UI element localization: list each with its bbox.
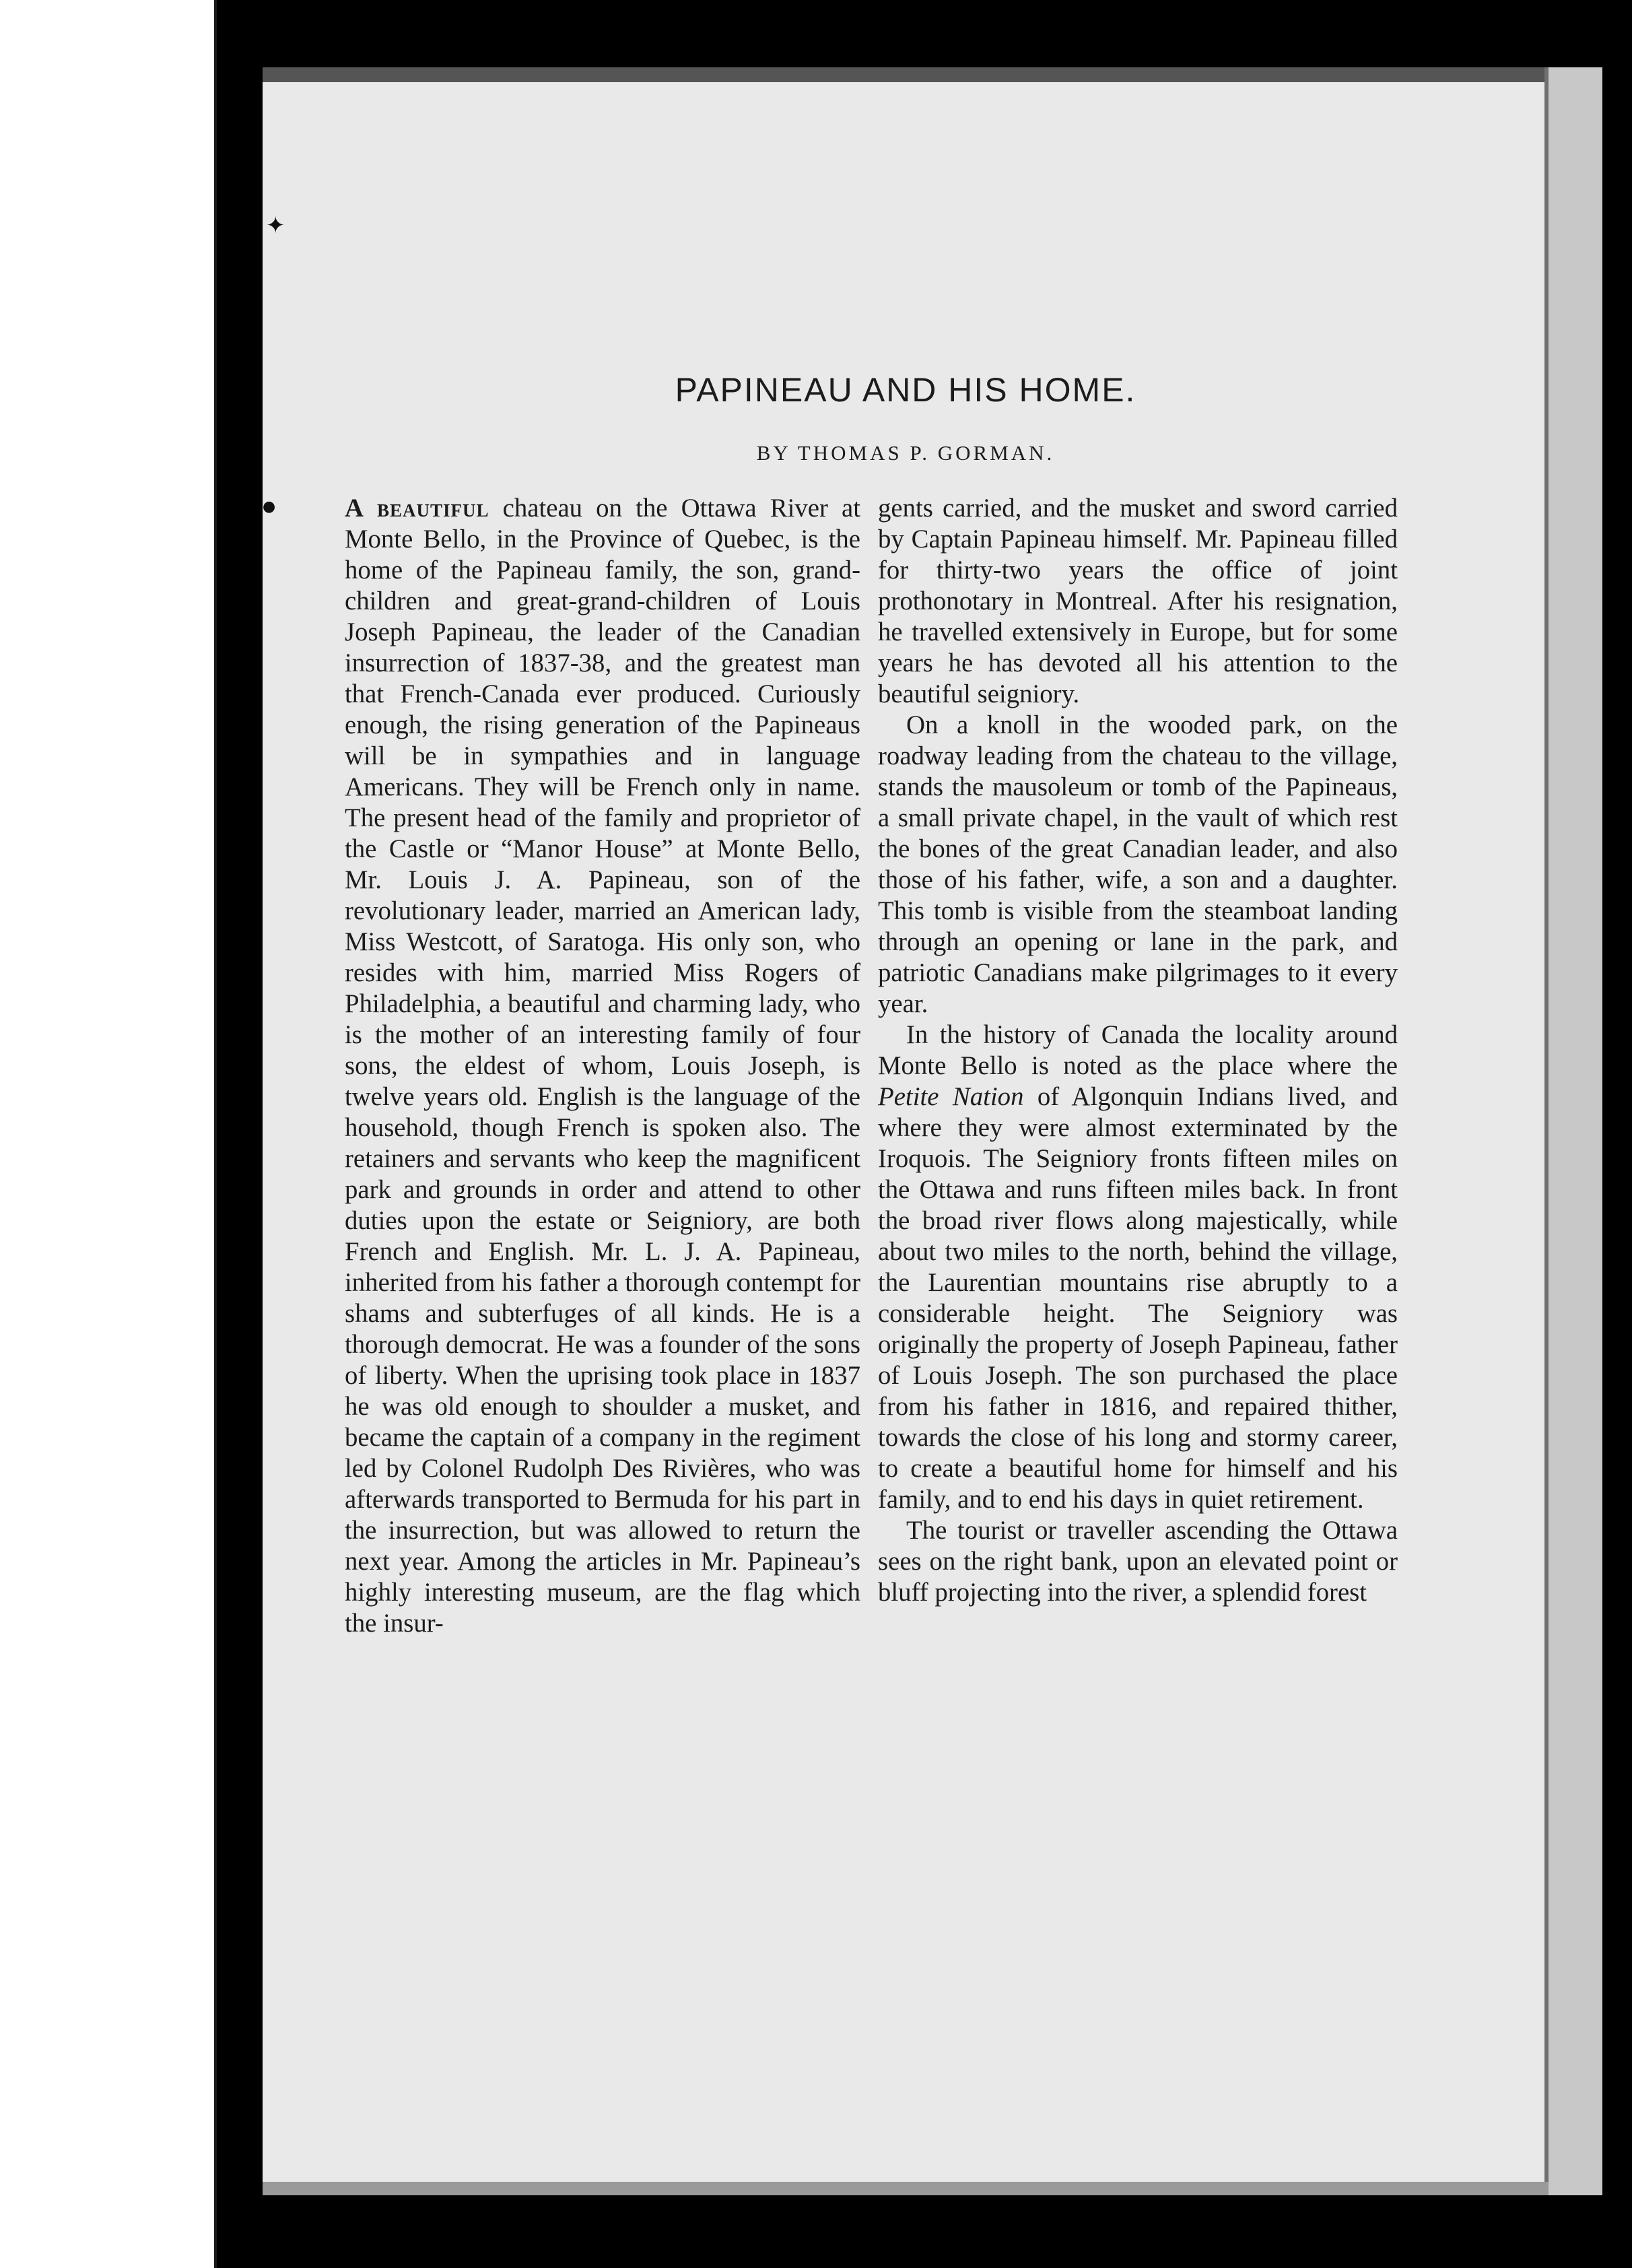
right-paragraph-4: The tourist or traveller ascending the Ottawa sees on the right bank, upon an elevated point or bluff projecting into the river, a splendid forest [878,1516,1398,1607]
right-paragraph-1: gents carried, and the musket and sword carried by Captain Papineau himself. Mr. Papineau filled for thirty-two years the office of joint prothonotary in Montreal. After his resignation, he travelled extensively in Europe, but for some years he has devoted all his attention to the beautiful seigniory. [878,494,1398,708]
left-column-body: chateau on the Ottawa River at Monte Bello, in the Province of Quebec, is the home of the Papineau family, the son, grand-children and great-grand-children of Louis Joseph Papineau, the leader of the Canadian insurrection of 1837-38, and the greatest man that French-Canada ever produced. Curiously enough, the rising generation of the Papineaus will be in sympathies and in language Americans. They will be French only in name. The present head of the family and proprietor of the Castle or “Manor House” at Monte Bello, Mr. Louis J. A. Papineau, son of the revolutionary leader, married an American lady, Miss Westcott, of Saratoga. His only son, who resides with him, married Miss Rogers of Philadelphia, a beautiful and charming lady, who is the mother of an interesting family of four sons, the eldest of whom, Louis Joseph, is twelve years old. English is the language of the household, though French is spoken also. The retainers and servants who keep the magnificent park and grounds in order and attend to other duties upon the estate or Seigniory, are both French and English. Mr. L. J. A. Papineau, inherited from his father a thorough contempt for shams and subterfuges of all kinds. He is a thorough democrat. He was a founder of the sons of liberty. When the uprising took place in 1837 he was old enough to shoulder a musket, and became the captain of a company in the regiment led by Colonel Rudolph Des Rivières, who was afterwards transported to Bermuda for his part in the insurrection, but was allowed to return the next year. Among the articles in Mr. Papineau’s highly interesting museum, are the flag which the insur- [345,494,860,1638]
page-right-edge [1544,67,1602,2195]
para3-text-before: In the history of Canada the locality around Monte Bello is noted as the place where the [878,1020,1398,1080]
right-column [878,493,1398,1608]
para3-text-after: of Algonquin Indians lived, and where they were almost exterminated by the Iroquois. The Seigniory fronts fifteen miles on the Ottawa and runs fifteen miles back. In front the broad river flows along majestically, while about two miles to the north, behind the village, the Laurentian mountains rise abruptly to a considerable height. The Seigniory was originally the property of Joseph Papineau, father of Louis Joseph. The son purchased the place from his father in 1816, and repaired thither, towards the close of his long and stormy career, to create a beautiful home for himself and his family, and to end his days in quiet retirement. [878,1082,1398,1514]
left-column-paragraph [345,493,860,1639]
right-paragraph-3 [878,1020,1398,1515]
left-column [345,493,860,1639]
article-byline: BY THOMAS P. GORMAN. [756,441,1055,465]
margin-mark-icon: ✦ [266,212,285,239]
scanned-page [263,67,1602,2195]
margin-dot-icon: ● [263,498,276,515]
left-page-blank [0,0,217,2268]
page-top-edge [263,67,1549,82]
lead-small-caps: A beautiful [345,494,489,523]
article-title: PAPINEAU AND HIS HOME. [675,371,1136,409]
page-bottom-edge [263,2182,1549,2195]
right-paragraph-2: On a knoll in the wooded park, on the roadway leading from the chateau to the village, stands the mausoleum or tomb of the Papineaus, a small private chapel, in the vault of which rest the bones of the great Canadian leader, and also those of his father, wife, a son and a daughter. This tomb is visible from the steamboat landing through an opening or lane in the park, and patriotic Canadians make pilgrimages to it every year. [878,710,1398,1018]
petite-nation-italic: Petite Nation [878,1082,1024,1111]
